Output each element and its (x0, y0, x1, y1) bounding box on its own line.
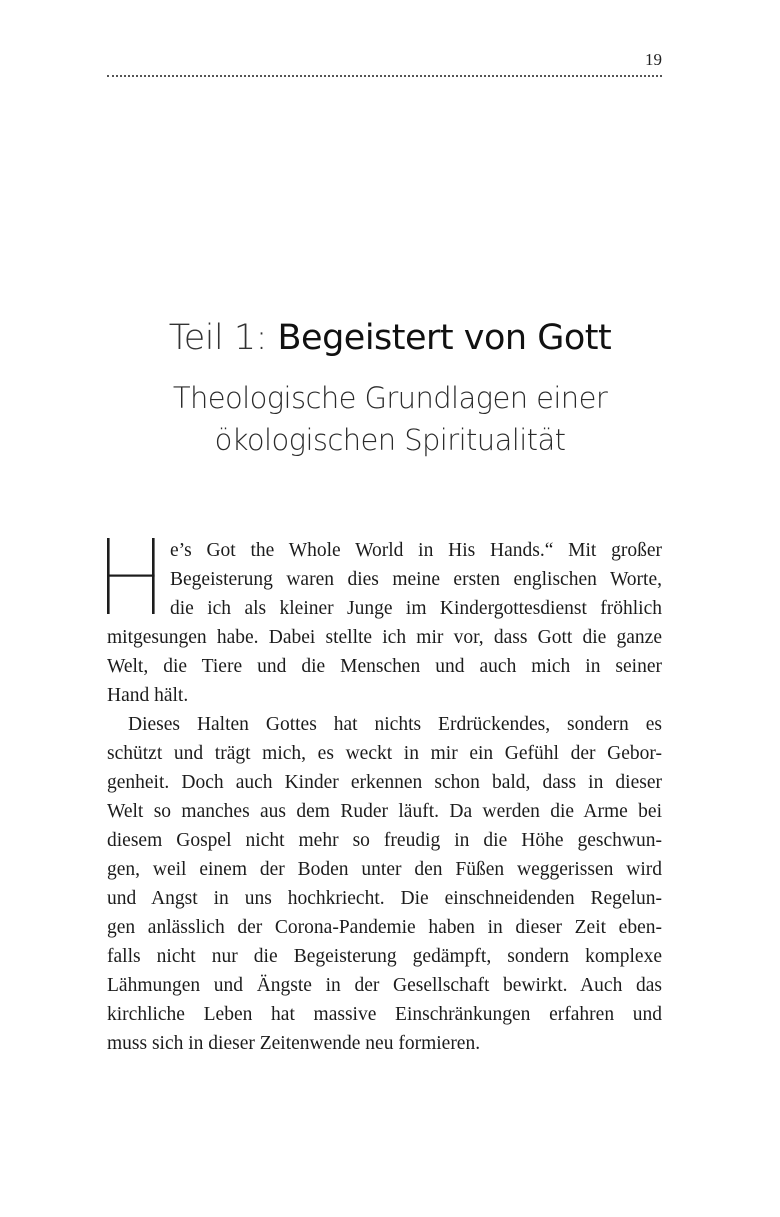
text-line: gen anlässlich der Corona-Pandemie haben in dieser Zeit eben- (107, 917, 662, 938)
text-line: Dieses Halten Gottes hat nichts Erdrückendes, sondern es (128, 714, 662, 735)
text-line: genheit. Doch auch Kinder erkennen schon bald, dass in dieser (107, 772, 662, 793)
text-line: falls nicht nur die Begeisterung gedämpft, sondern komplexe (107, 946, 662, 967)
text-line: muss sich in dieser Zeitenwende neu formieren. (107, 1033, 481, 1054)
subtitle-line-2: ökologischen Spiritualität (214, 423, 566, 457)
part-title: Begeistert von Gott (277, 318, 612, 358)
body-text (107, 536, 662, 710)
text-line: mitgesungen habe. Dabei stellte ich mir vor, dass Gott die ganze (107, 627, 662, 648)
text-line: schützt und trägt mich, es weckt in mir ein Gefühl der Gebor- (107, 743, 662, 764)
text-line: e’s Got the Whole World in His Hands.“ Mit großer (170, 540, 662, 561)
text-line: Hand hält. (107, 685, 189, 706)
subtitle-line-1: Theologische Grundlagen einer (172, 381, 608, 415)
text-line: Welt so manches aus dem Ruder läuft. Da werden die Arme bei (107, 801, 662, 822)
body-text (107, 710, 662, 1058)
page-number: 19 (645, 50, 662, 69)
text-line: kirchliche Leben hat massive Einschränkungen erfahren und (107, 1004, 662, 1025)
part-label: Teil 1: (168, 318, 267, 358)
text-line: Welt, die Tiere und die Menschen und auch mich in seiner (107, 656, 662, 677)
text-line: gen, weil einem der Boden unter den Füßen weggerissen wird (107, 859, 662, 880)
header-rule (107, 75, 662, 77)
text-line: und Angst in uns hochkriecht. Die einschneidenden Regelun- (107, 888, 662, 909)
text-line: Lähmungen und Ängste in der Gesellschaft bewirkt. Auch das (107, 975, 662, 996)
text-line: Begeisterung waren dies meine ersten englischen Worte, (170, 569, 662, 590)
text-line: diesem Gospel nicht mehr so freudig in die Höhe geschwun- (107, 830, 662, 851)
part-heading (60, 315, 720, 361)
text-line: die ich als kleiner Junge im Kindergottesdienst fröhlich (170, 598, 662, 619)
